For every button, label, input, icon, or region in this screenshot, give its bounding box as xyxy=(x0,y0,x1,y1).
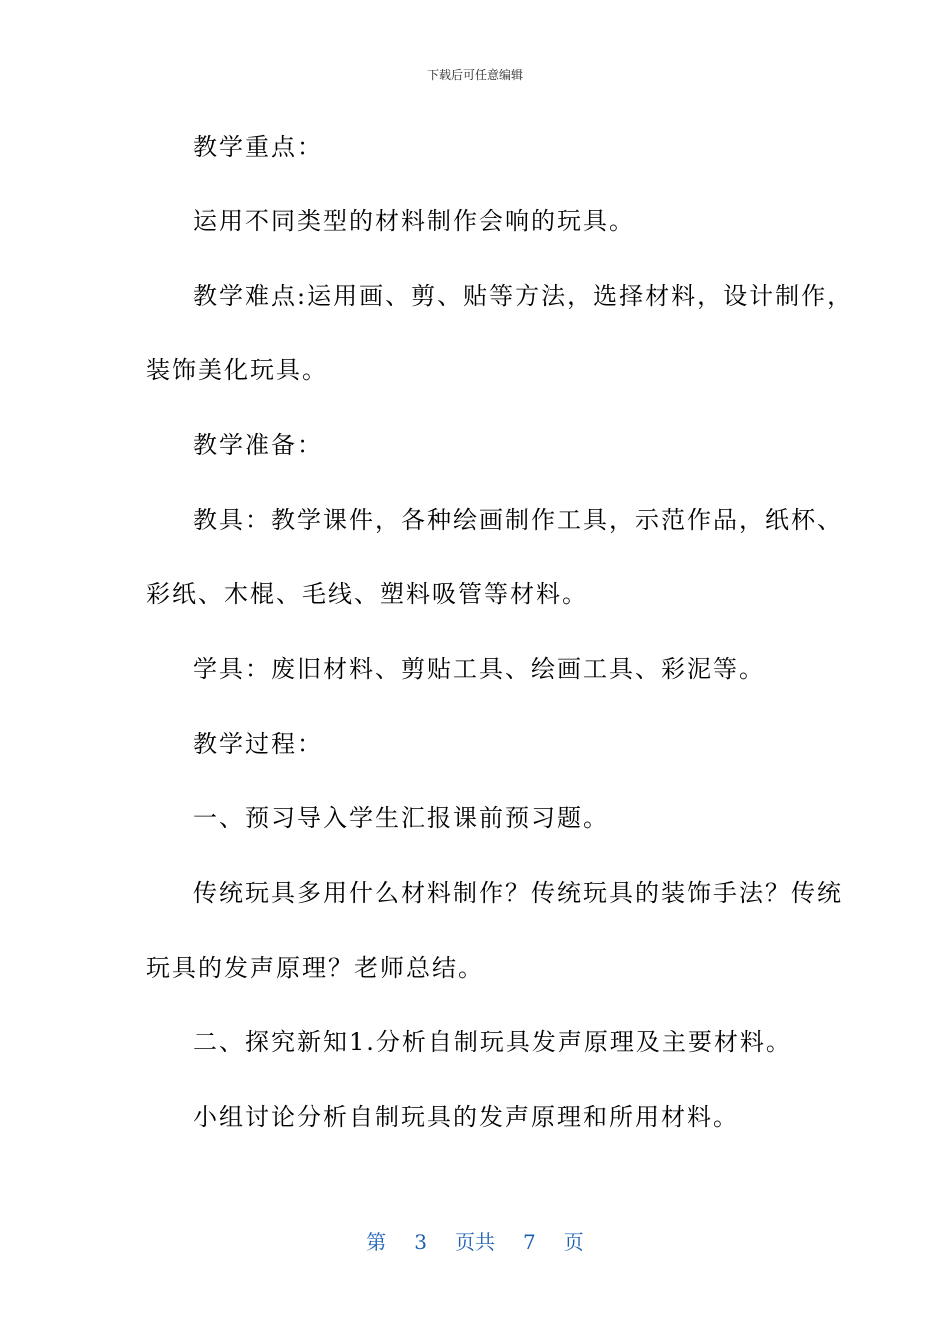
paragraph-line: 学具：废旧材料、剪贴工具、绘画工具、彩泥等。 xyxy=(193,655,765,683)
paragraph-line: 运用不同类型的材料制作会响的玩具。 xyxy=(193,207,635,235)
footer-suffix: 页 xyxy=(563,1230,584,1254)
paragraph-line: 小组讨论分析自制玩具的发声原理和所用材料。 xyxy=(193,1103,739,1131)
paragraph-line: 教学准备： xyxy=(193,431,323,459)
footer-prefix: 第 xyxy=(366,1230,387,1254)
paragraph-line: 一、预习导入学生汇报课前预习题。 xyxy=(193,804,609,832)
paragraph-line: 教具：教学课件，各种绘画制作工具，示范作品，纸杯、 xyxy=(193,506,843,534)
paragraph-line: 二、探究新知1.分析自制玩具发声原理及主要材料。 xyxy=(193,1028,792,1056)
paragraph-line: 彩纸、木棍、毛线、塑料吸管等材料。 xyxy=(146,580,588,608)
paragraph-line: 教学难点:运用画、剪、贴等方法，选择材料，设计制作， xyxy=(193,282,854,310)
page-header: 下载后可任意编辑 xyxy=(426,68,523,82)
paragraph-line: 传统玩具多用什么材料制作？传统玩具的装饰手法？传统 xyxy=(193,879,843,907)
paragraph-line: 教学过程： xyxy=(193,730,323,758)
current-page-number: 3 xyxy=(414,1230,427,1254)
paragraph-line: 教学重点： xyxy=(193,133,323,161)
paragraph-line: 装饰美化玩具。 xyxy=(146,356,328,384)
footer-middle: 页共 xyxy=(455,1230,495,1254)
paragraph-line: 玩具的发声原理？老师总结。 xyxy=(146,954,484,982)
total-page-number: 7 xyxy=(523,1230,536,1254)
page-footer xyxy=(0,1226,950,1255)
